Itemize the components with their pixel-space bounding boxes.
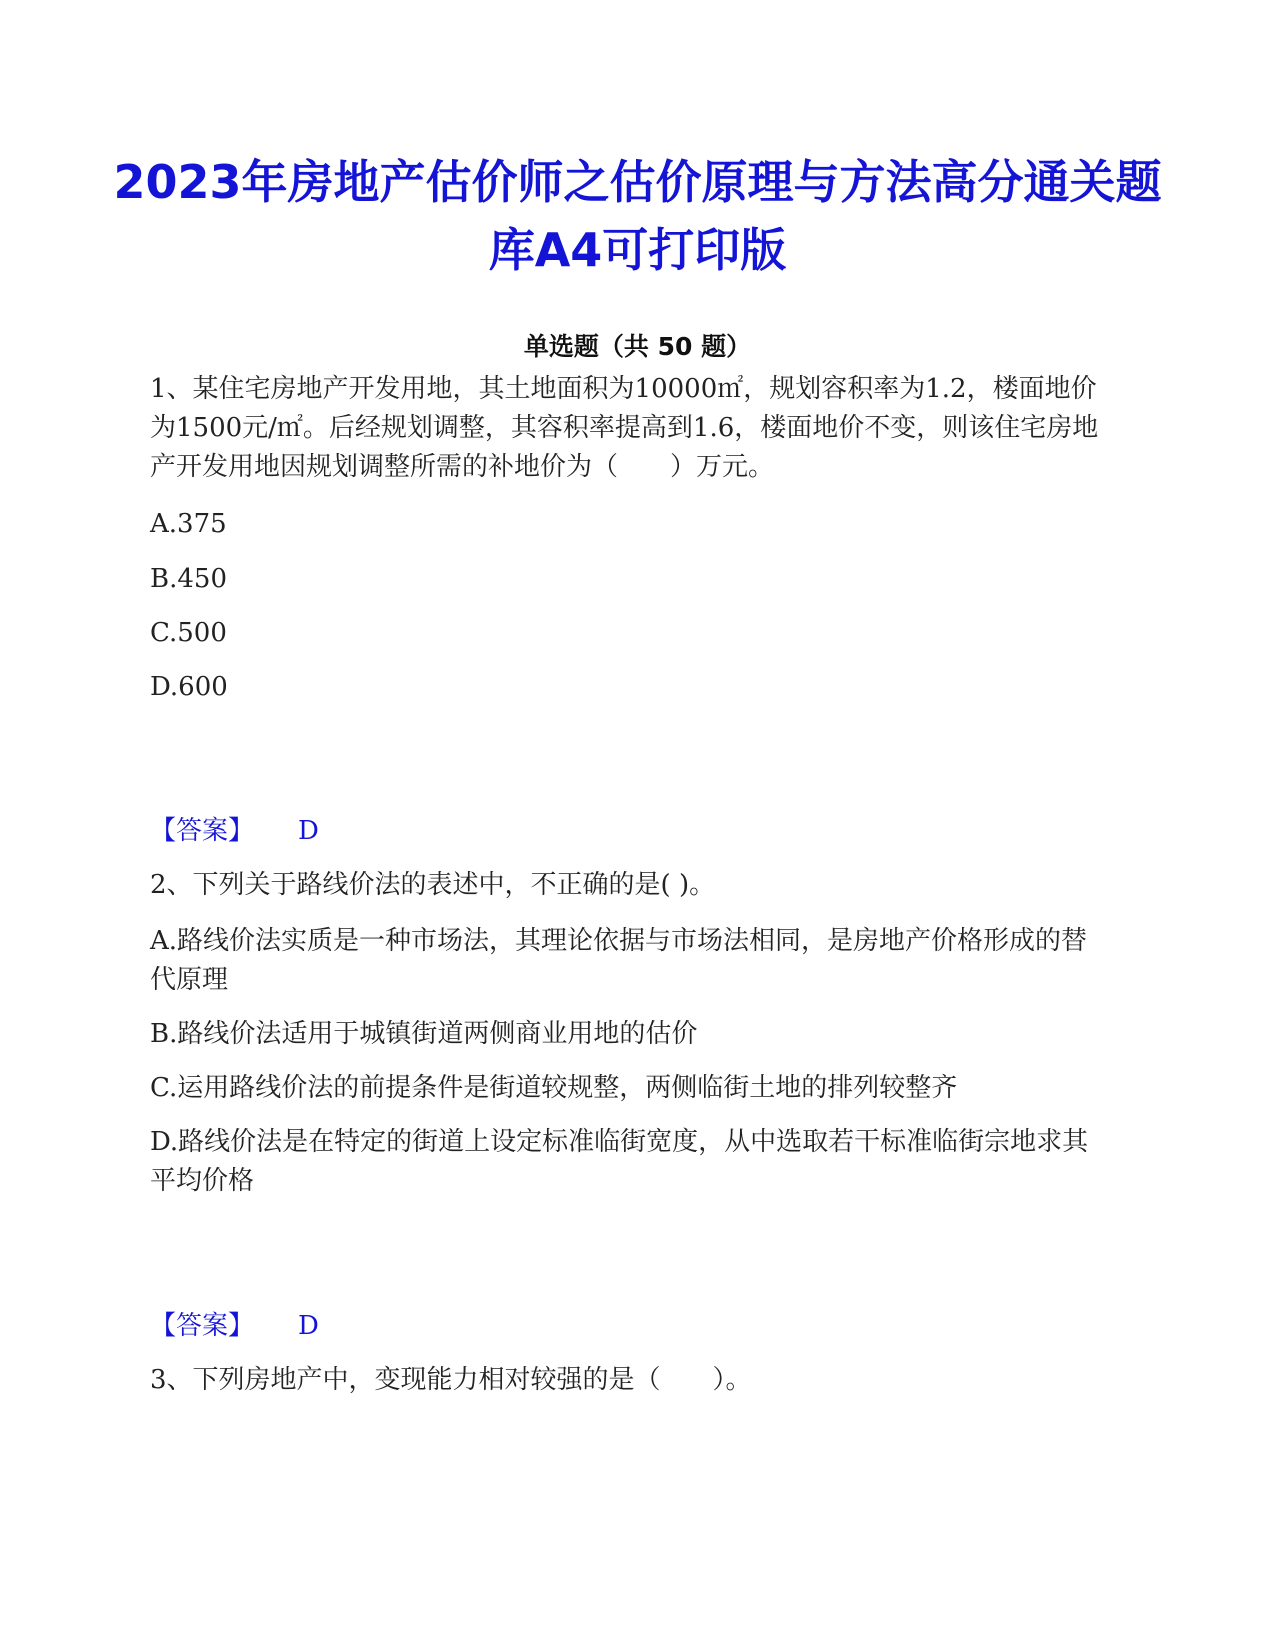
question-1-option-b: B.450 xyxy=(150,564,227,594)
question-1-option-d: D.600 xyxy=(150,672,228,702)
answer-value: D xyxy=(298,816,319,846)
answer-label: 【答案】 xyxy=(150,1311,255,1341)
question-2-stem: 2、下列关于路线价法的表述中，不正确的是( )。 xyxy=(150,870,716,900)
question-2-option-d: D.路线价法是在特定的街道上设定标准临街宽度，从中选取若干标准临街宗地求其平均价格 xyxy=(150,1127,1089,1196)
answer-label: 【答案】 xyxy=(150,816,255,846)
section-heading: 单选题（共 50 题） xyxy=(523,332,752,361)
question-1-option-a: A.375 xyxy=(150,509,227,539)
question-1-stem: 1、某住宅房地产开发用地，其土地面积为10000㎡，规划容积率为1.2，楼面地价为1500元/㎡。后经规划调整，其容积率提高到1.6，楼面地价不变，则该住宅房地产开发用地因规划调整所需的补地价为（ ）万元。 xyxy=(150,374,1099,482)
answer-value: D xyxy=(298,1311,319,1341)
question-3-stem: 3、下列房地产中，变现能力相对较强的是（ ）。 xyxy=(150,1365,752,1395)
document-title: 2023年房地产估价师之估价原理与方法高分通关题库A4可打印版 xyxy=(113,155,1162,277)
question-1-answer xyxy=(150,812,319,851)
question-1-option-c: C.500 xyxy=(150,618,227,648)
question-2-answer xyxy=(150,1307,319,1346)
question-2-option-a: A.路线价法实质是一种市场法，其理论依据与市场法相同，是房地产价格形成的替代原理 xyxy=(150,926,1088,995)
question-2-option-b: B.路线价法适用于城镇街道两侧商业用地的估价 xyxy=(150,1019,698,1049)
question-2-option-c: C.运用路线价法的前提条件是街道较规整，两侧临街土地的排列较整齐 xyxy=(150,1073,958,1103)
